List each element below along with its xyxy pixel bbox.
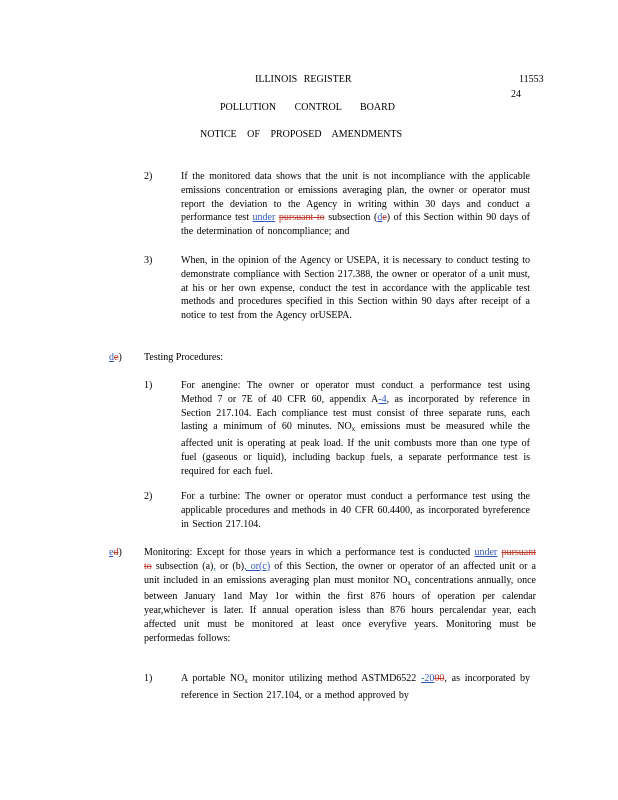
inserted-text: -20 bbox=[421, 673, 435, 684]
item-2-number: 2) bbox=[144, 171, 153, 182]
deleted-text: pursuant to bbox=[278, 212, 325, 224]
d1-paragraph bbox=[181, 379, 530, 479]
d1-text-1: For anengine: The owner or operator must conduct a performance test using Method 7 or 7E of 40 CFR 60, appendix A bbox=[181, 380, 530, 405]
inserted-text: e bbox=[109, 547, 114, 558]
inserted-text: under bbox=[252, 212, 276, 224]
e1-paragraph bbox=[181, 672, 530, 703]
section-e-label-text: Monitoring: bbox=[144, 547, 193, 558]
notice-title: NOTICE OF PROPOSED AMENDMENTS bbox=[200, 129, 403, 140]
section-e-text-5: concentrations annually, once between January 1and May 1or within the first 876 hours of operation per calendar year,whichever is later. If annual operation isless than 876 hours percalendar year, each affected unit must be monitored at least once everyfive years. Monitoring must be performedas follows: bbox=[144, 574, 536, 644]
page-suffix: 24 bbox=[511, 89, 521, 100]
deleted-text: e bbox=[382, 212, 387, 224]
section-e-label bbox=[109, 546, 122, 560]
register-title: ILLINOIS REGISTER bbox=[255, 74, 352, 85]
inserted-text: -4 bbox=[378, 393, 387, 405]
deleted-text: pursuant to bbox=[144, 547, 536, 572]
d2-number: 2) bbox=[144, 491, 153, 502]
deleted-text: 00 bbox=[434, 673, 445, 684]
item-2-text-3: ) of this Section within 90 days of the determination of noncompliance; and bbox=[181, 212, 531, 238]
e1-text-2: monitor utilizing method ASTMD6522 bbox=[247, 673, 422, 684]
item-2-text-1: If the monitored data shows that the unit is not incompliance with the applicable emissions concentration or emissions averaging plan, the owner or operator must report the deviation to the Agency in writing within 30 days and conduct a performance test bbox=[181, 171, 530, 224]
section-e-text-3: or (b) bbox=[215, 560, 245, 572]
section-e-text-1: Except for those years in which a performance test is conducted bbox=[192, 547, 475, 558]
item-3-paragraph: When, in the opinion of the Agency or USEPA, it is necessary to conduct testing to demonstrate compliance with Section 217.388, the owner or operator of a unit must, at his or her own expense, conduct the test in accordance with the applicable test methods and procedures specified in this Section within 90 days after receipt of a notice to test from the Agency orUSEPA. bbox=[181, 255, 530, 322]
subscript-x: x bbox=[351, 425, 356, 434]
d2-paragraph: For a turbine: The owner or operator must conduct a performance test using the applicable procedures and methods in 40 CFR 60.4400, as incorporated byreference in Section 217.104. bbox=[181, 491, 530, 530]
e1-text-3: , as incorporated by reference in Section 217.104, or a method approved by bbox=[181, 673, 530, 701]
section-e-text-2: subsection (a) bbox=[151, 560, 214, 572]
e1-number: 1) bbox=[144, 673, 153, 684]
deleted-text: e bbox=[114, 352, 119, 363]
d1-number: 1) bbox=[144, 380, 153, 391]
subscript-x: x bbox=[407, 578, 411, 587]
inserted-text: under bbox=[474, 547, 498, 558]
board-name: POLLUTION CONTROL BOARD bbox=[220, 102, 395, 113]
subscript-x: x bbox=[244, 677, 248, 685]
section-d-label bbox=[109, 351, 122, 365]
section-e-paragraph bbox=[144, 546, 536, 646]
section-d-title: Testing Procedures: bbox=[144, 352, 224, 363]
page-number: 11553 bbox=[519, 74, 544, 85]
section-e-close: ) bbox=[118, 547, 122, 558]
inserted-text: , or(c) bbox=[244, 560, 271, 572]
inserted-text: d bbox=[109, 352, 114, 363]
section-d-close: ) bbox=[118, 352, 122, 363]
e1-text-1: A portable NO bbox=[181, 673, 245, 684]
section-e-text-4: of this Section, the owner or operator of an affected unit or a unit included in an emissions averaging plan must monitor NO bbox=[144, 560, 536, 586]
item-2-text-2: subsection ( bbox=[324, 212, 378, 224]
inserted-text: d bbox=[377, 212, 383, 224]
d1-text-3: emissions must be measured while the affected unit is operating at peak load. If the unit combusts more than one type of fuel (gaseous or liquid), including backup fuels, a separate performance test is required for each fuel. bbox=[181, 421, 530, 477]
inserted-text: , bbox=[213, 560, 216, 572]
item-3-number: 3) bbox=[144, 255, 153, 266]
d1-text-2: , as incorporated by reference in Section 217.104. Each compliance test must consist of three separate runs, each lasting a minimum of 60 minutes. NO bbox=[181, 393, 530, 433]
deleted-text: d bbox=[113, 547, 119, 558]
item-2-paragraph bbox=[181, 170, 530, 239]
